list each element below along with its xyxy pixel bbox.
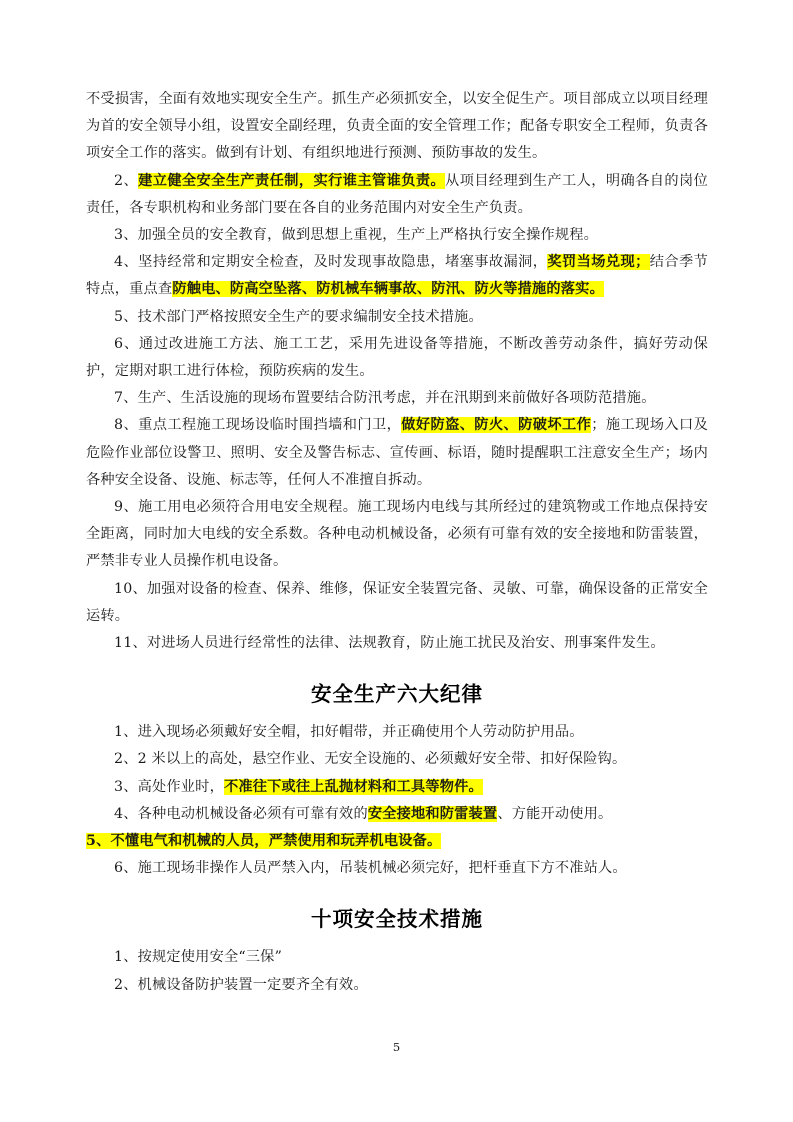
paragraph-item-6 xyxy=(86,331,708,385)
item-number: 2、 xyxy=(114,976,138,993)
highlighted-text-measures: 防触电、防高空坠落、防机械车辆事故、防汛、防火等措施的落实。 xyxy=(172,281,604,298)
item-number: 3、 xyxy=(114,778,138,795)
item-number: 11、 xyxy=(114,635,147,652)
item-number: 6、 xyxy=(114,860,138,877)
item-number: 5、 xyxy=(114,308,138,325)
paragraph-item-5 xyxy=(86,304,708,331)
discipline-item-4 xyxy=(86,801,708,828)
highlighted-text: 建立健全安全生产责任制，实行谁主管谁负责。 xyxy=(138,172,446,189)
measure-item-2 xyxy=(86,972,708,999)
item-body: 加强全员的安全教育，做到思想上重视，生产上严格执行安全操作规程。 xyxy=(137,227,599,244)
item-body: 通过改进施工方法、施工工艺，采用先进设备等措施，不断改善劳动条件，搞好劳动保护，定期对职工进行体检，预防疾病的发生。 xyxy=(86,335,708,380)
discipline-item-3 xyxy=(86,774,708,801)
discipline-item-2 xyxy=(86,746,708,773)
spacer xyxy=(86,882,708,904)
item-lead: 重点工程施工现场设临时围挡墙和门卫， xyxy=(138,417,402,434)
page-content xyxy=(86,86,708,999)
highlighted-text-antitheft: 做好防盗、防火、防破坏工作 xyxy=(401,417,592,434)
paragraph-item-10 xyxy=(86,576,708,630)
discipline-item-6 xyxy=(86,855,708,882)
highlighted-text-no-throwing: 不准往下或往上乱抛材料和工具等物件。 xyxy=(223,778,483,795)
item-body: 进入现场必须戴好安全帽，扣好帽带，并正确使用个人劳动防护用品。 xyxy=(137,724,584,741)
item-number: 9、 xyxy=(114,499,139,516)
item-number: 2、 xyxy=(114,751,138,768)
item-number: 10、 xyxy=(114,580,147,597)
highlighted-text-full-line: 5、不懂电气和机械的人员，严禁使用和玩弄机电设备。 xyxy=(86,833,442,850)
item-body: 施工现场非操作人员严禁入内，吊装机械必须完好，把杆垂直下方不准站人。 xyxy=(137,860,627,877)
highlighted-text-grounding: 安全接地和防雷装置 xyxy=(367,805,498,822)
highlighted-text-reward: 奖罚当场兑现； xyxy=(547,254,650,271)
paragraph-item-2 xyxy=(86,168,708,222)
paragraph-item-11 xyxy=(86,630,708,657)
spacer xyxy=(86,657,708,679)
item-body: 生产、生活设施的现场布置要结合防汛考虑，并在汛期到来前做好各项防范措施。 xyxy=(137,390,656,407)
item-body: 2 米以上的高处，悬空作业、无安全设施的、必须戴好安全带、扣好保险钩。 xyxy=(137,751,627,768)
item-lead: 高处作业时， xyxy=(137,778,224,795)
paragraph-item-9 xyxy=(86,494,708,576)
item-body: 、方能开动使用。 xyxy=(497,805,613,822)
item-body: 从项目经理到生产工人，明确各自的岗位责任，各专职机构和业务部门要在各自的业务范围内对安全生产负责。 xyxy=(86,172,708,216)
measure-item-1 xyxy=(86,944,708,971)
paragraph-item-3 xyxy=(86,222,708,249)
item-number: 3、 xyxy=(114,227,138,244)
discipline-item-1 xyxy=(86,719,708,746)
item-lead: 坚持经常和定期安全检查，及时发现事故隐患，堵塞事故漏洞， xyxy=(138,254,548,271)
page-number: 5 xyxy=(392,1040,401,1054)
paragraph-item-8 xyxy=(86,412,708,494)
paragraph-item-7 xyxy=(86,385,708,412)
item-number: 7、 xyxy=(114,390,138,407)
item-body: 对进场人员进行经常性的法律、法规教育，防止施工扰民及治安、刑事案件发生。 xyxy=(146,635,665,652)
item-number: 1、 xyxy=(114,949,138,966)
item-body: 施工用电必须符合用电安全规程。施工现场内电线与其所经过的建筑物或工作地点保持安全距离，同时加大电线的安全系数。各种电动机械设备，必须有可靠有效的安全接地和防雷装置，严禁非专业人员操作机电设备。 xyxy=(86,499,708,570)
item-number: 4、 xyxy=(114,254,139,271)
item-body: 按规定使用安全“三保” xyxy=(137,949,283,966)
heading-six-disciplines: 安全生产六大纪律 xyxy=(311,682,483,707)
item-number: 4、 xyxy=(114,805,138,822)
item-number: 1、 xyxy=(114,724,138,741)
spacer xyxy=(86,709,708,719)
item-number: 6、 xyxy=(114,335,139,352)
item-body: 技术部门严格按照安全生产的要求编制安全技术措施。 xyxy=(137,308,483,325)
spacer xyxy=(86,934,708,944)
paragraph-continued: 不受损害，全面有效地实现安全生产。抓生产必须抓安全，以安全促生产。项目部成立以项目经理为首的安全领导小组，设置安全副经理，负责全面的安全管理工作；配备专职安全工程师，负责各项安全工作的落实。做到有计划、有组织地进行预测、预防事故的发生。 xyxy=(86,91,708,162)
item-number: 2、 xyxy=(114,172,139,189)
item-number: 8、 xyxy=(114,417,139,434)
heading-ten-measures: 十项安全技术措施 xyxy=(311,907,483,932)
item-body: 机械设备防护装置一定要齐全有效。 xyxy=(137,976,368,993)
paragraph-item-4 xyxy=(86,249,708,303)
item-body: ；施工现场入口及危险作业部位设警卫、照明、安全及警告标志、宣传画、标语，随时提醒职工注意安全生产；场内各种安全设备、设施、标志等，任何人不准擅自拆动。 xyxy=(86,417,708,488)
item-body: 加强对设备的检查、保养、维修，保证安全装置完备、灵敏、可靠，确保设备的正常安全运转。 xyxy=(86,580,708,624)
item-middle: 结合季节特点，重点查 xyxy=(86,254,708,298)
item-lead: 各种电动机械设备必须有可靠有效的 xyxy=(137,805,368,822)
discipline-item-5 xyxy=(86,828,708,855)
